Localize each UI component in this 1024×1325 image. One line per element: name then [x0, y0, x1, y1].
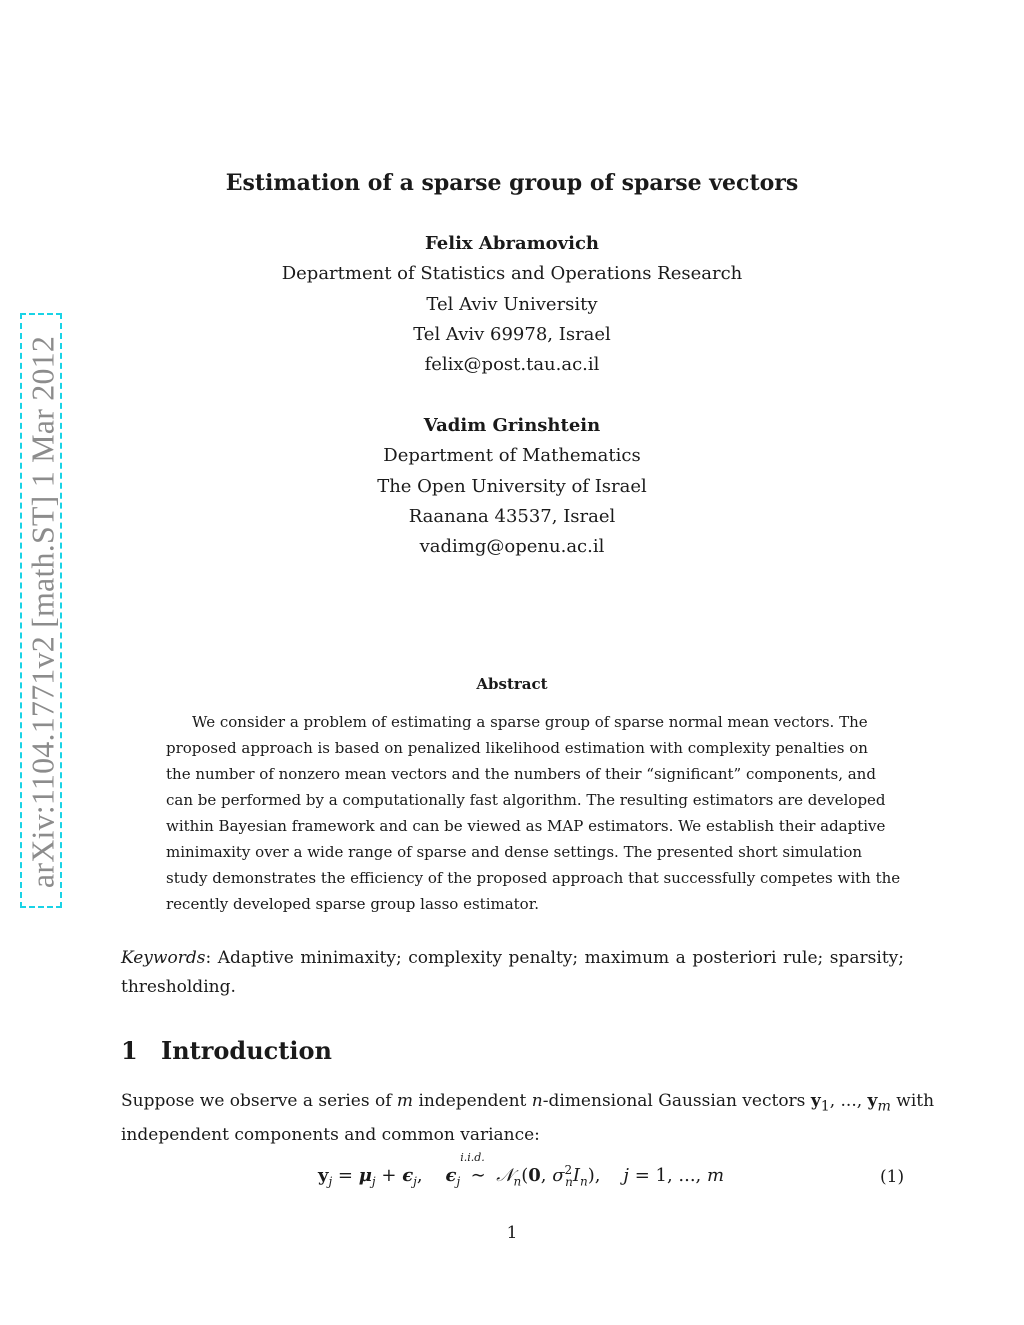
math-var-m: m: [396, 1091, 414, 1111]
iid-symbol: i.i.d. ∼: [460, 1151, 486, 1186]
abstract-line: within Bayesian framework and can be viewed as MAP estimators. We establish their adaptive: [166, 817, 886, 835]
section-title: Introduction: [161, 1036, 332, 1065]
keywords-line: thresholding.: [121, 977, 236, 997]
section-number: 1: [121, 1036, 138, 1065]
keywords-line: [121, 944, 904, 973]
intro-text: independent: [418, 1091, 527, 1111]
section-heading: [121, 1036, 332, 1065]
math-vector-list: $y_1$, ..., $y_m$: [810, 1091, 891, 1115]
abstract-line: proposed approach is based on penalized likelihood estimation with complexity penalties on: [166, 739, 868, 757]
paper-title: Estimation of a sparse group of sparse vectors: [225, 170, 799, 196]
intro-text: Suppose we observe a series of: [121, 1091, 392, 1111]
abstract-line: We consider a problem of estimating a sparse group of sparse normal mean vectors. The: [192, 713, 868, 731]
intro-line: independent components and common variance:: [121, 1125, 540, 1146]
equation-number: (1): [880, 1167, 905, 1187]
author-affiliation: Department of Mathematics: [383, 445, 641, 467]
intro-line: [121, 1087, 935, 1121]
keywords-label: Keywords: [121, 948, 206, 968]
author-address: Raanana 43537, Israel: [408, 505, 616, 527]
abstract-line: minimaxity over a wide range of sparse and dense settings. The presented short simulation: [166, 843, 863, 861]
author-block-1: [0, 229, 1024, 380]
keywords-list: : Adaptive minimaxity; complexity penalty; maximum a posteriori rule; sparsity;: [205, 948, 904, 968]
page-number: 1: [506, 1223, 518, 1243]
author-affiliation: Tel Aviv University: [426, 293, 598, 315]
author-name: Felix Abramovich: [424, 233, 599, 254]
intro-text: with: [896, 1091, 935, 1111]
abstract-body: [166, 709, 901, 917]
arxiv-stamp: [20, 313, 62, 908]
author-affiliation: Department of Statistics and Operations Research: [281, 263, 743, 285]
iid-label: i.i.d.: [460, 1151, 485, 1164]
author-block-2: [0, 411, 1024, 562]
abstract-line: study demonstrates the efficiency of the proposed approach that successfully competes with the: [166, 869, 901, 887]
author-email[interactable]: felix@post.tau.ac.il: [424, 354, 600, 376]
abstract-line: recently developed sparse group lasso estimator.: [166, 895, 540, 913]
author-name: Vadim Grinshtein: [423, 415, 601, 436]
abstract-heading: Abstract: [476, 675, 548, 693]
intro-text: -dimensional Gaussian vectors: [542, 1091, 806, 1111]
author-email[interactable]: vadimg@openu.ac.il: [419, 536, 605, 558]
arxiv-identifier: arXiv:1104.1771v2 [math.ST] 1 Mar 2012: [24, 335, 61, 889]
keywords-paragraph: [121, 944, 904, 1002]
abstract-line: can be performed by a computationally fast algorithm. The resulting estimators are developed: [166, 791, 886, 809]
math-var-n: n: [531, 1091, 543, 1111]
intro-paragraph: [121, 1087, 935, 1150]
author-address: Tel Aviv 69978, Israel: [413, 323, 611, 345]
abstract-line: the number of nonzero mean vectors and the numbers of their “significant” components, and: [166, 765, 876, 783]
author-affiliation: The Open University of Israel: [377, 475, 647, 497]
equation-1: $y_j = \mu_j + \epsilon_j$, $\epsilon_j$ i.i.d. ∼ 𝒩$_n$(0, $\sigma^2_nI_n$), j = 1, ..., m: [318, 1151, 725, 1189]
